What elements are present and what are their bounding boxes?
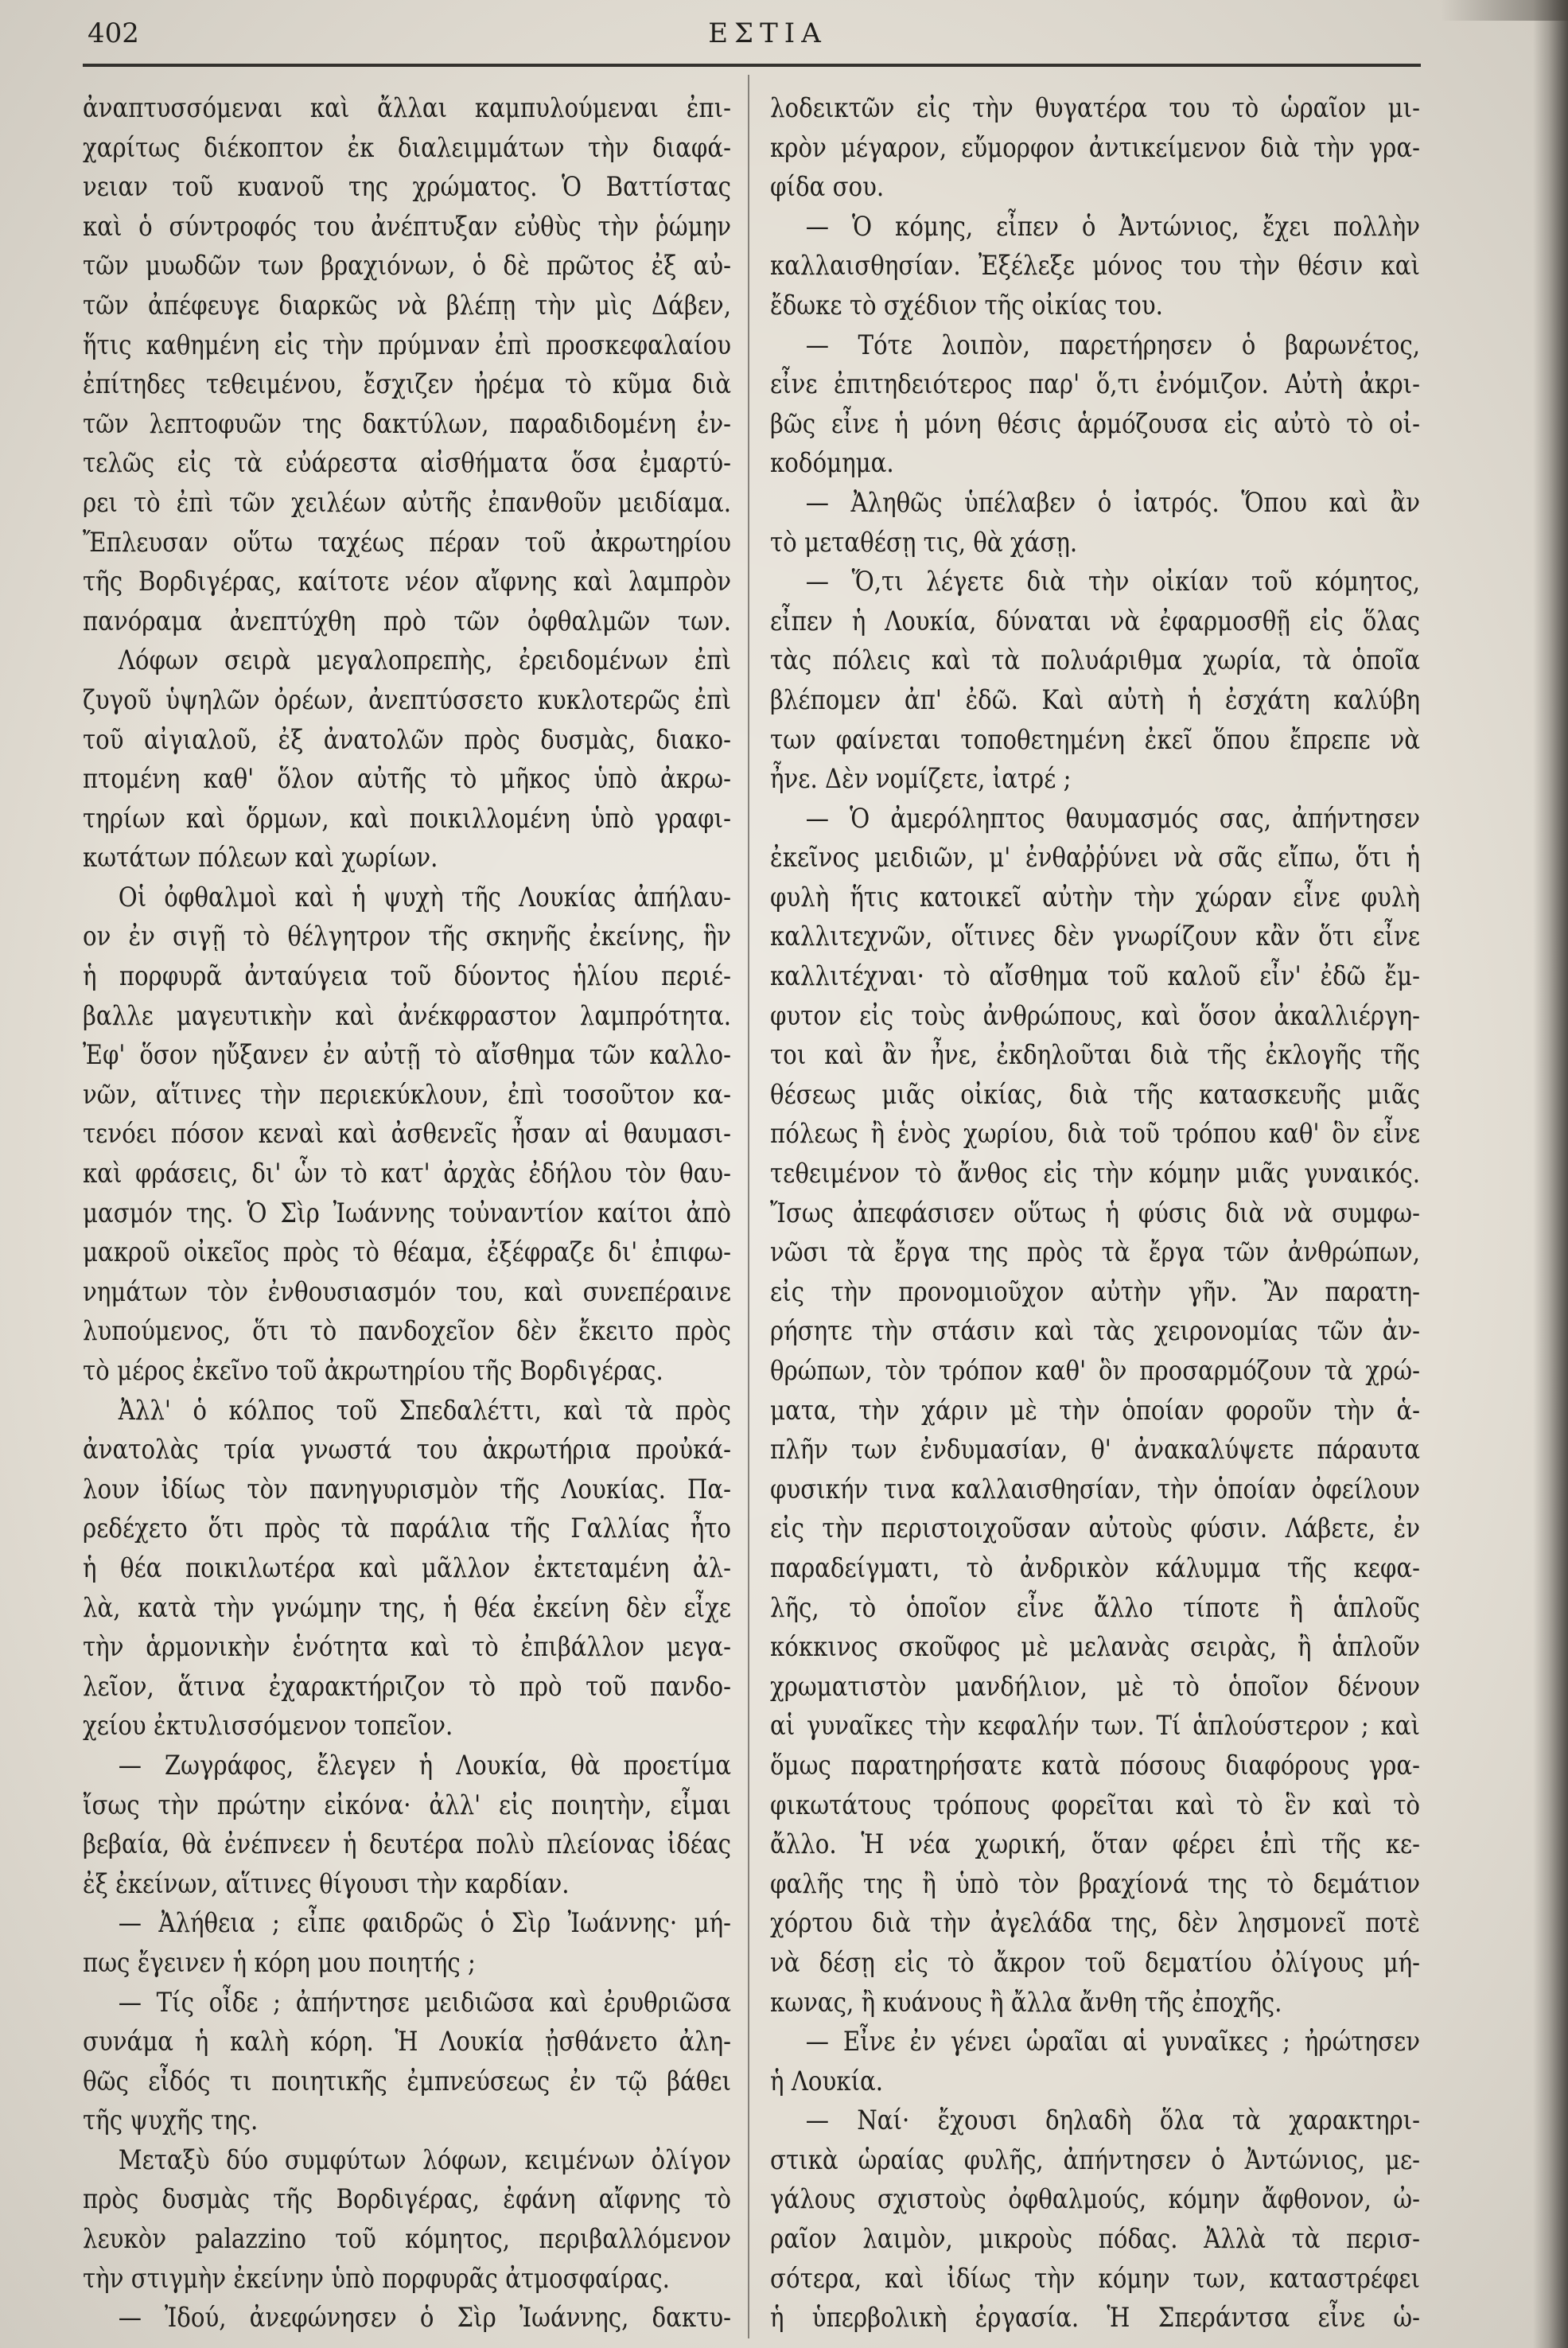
text-line: πως ἔγεινεν ἡ κόρη μου ποιητής ; [83,1946,476,1979]
text-line: πλῆν των ἐνδυμασίαν, θ' ἀνακαλύψετε πάραυτα [770,1434,1420,1466]
text-line: στικὰ ὡραίας φυλῆς, ἀπήντησεν ὁ Ἀντώνιος, με- [770,2144,1420,2176]
text-line: εἰς τὴν περιστοιχοῦσαν αὐτοὺς φύσιν. Λάβετε, ἐν [770,1513,1420,1545]
text-line: εἶπεν ἡ Λουκία, δύναται νὰ ἐφαρμοσθῇ εἰς ὅλας [770,605,1420,637]
text-line: τὰς πόλεις καὶ τὰ πολυάριθμα χωρία, τὰ ὁποῖα [770,644,1420,677]
text-line: κοδόμημα. [770,447,894,480]
text-line: — Ἰδού, ἀνεφώνησεν ὁ Σὶρ Ἰωάννης, δακτυ- [118,2302,731,2334]
text-line: ἔδωκε τὸ σχέδιον τῆς οἰκίας του. [770,289,1163,321]
text-line: ραῖον λαιμὸν, μικροὺς πόδας. Ἀλλὰ τὰ περισ- [770,2223,1420,2256]
text-line: ἴσως τὴν πρώτην εἰκόνα· ἀλλ' εἰς ποιητὴν, εἶμαι [83,1789,731,1821]
text-line: συνάμα ἡ καλὴ κόρη. Ἡ Λουκία ᾐσθάνετο ἀλη- [83,2026,731,2058]
text-line: — Ὁ κόμης, εἶπεν ὁ Ἀντώνιος, ἔχει πολλὴν [805,210,1420,243]
column-divider [748,75,749,2338]
text-line: ον ἐν σιγῇ τὸ θέλγητρον τῆς σκηνῆς ἐκείνης, ἣν [83,921,731,953]
text-line: ἐξ ἐκείνων, αἵτινες θίγουσι τὴν καρδίαν. [83,1867,570,1900]
text-line: ρει τὸ ἐπὶ τῶν χειλέων αὐτῆς ἐπανθοῦν μειδίαμα. [83,486,731,519]
text-line: τὸ μέρος ἐκεῖνο τοῦ ἀκρωτηρίου τῆς Βορδιγέρας. [83,1355,663,1387]
text-line: θῶς εἶδός τι ποιητικῆς ἐμπνεύσεως ἐν τῷ βάθει [83,2065,731,2097]
text-line: ἡ Λουκία. [770,2065,884,2097]
text-line: τοι καὶ ἂν ἦνε, ἐκδηλοῦται διὰ τῆς ἐκλογῆς τῆς [770,1039,1420,1072]
text-line: κωτάτων πόλεων καὶ χωρίων. [83,842,438,874]
text-line: καὶ φράσεις, δι' ὧν τὸ κατ' ἀρχὰς ἐδήλου τὸν θαυ- [83,1158,731,1190]
text-line: βῶς εἶνε ἡ μόνη θέσις ἁρμόζουσα εἰς αὐτὸ τὸ οἰ- [770,407,1420,440]
text-line: των φαίνεται τοποθετημένη ἐκεῖ ὅπου ἔπρεπε νὰ [770,723,1420,756]
text-line: κρὸν μέγαρον, εὔμορφον ἀντικείμενον διὰ τὴν γρα- [770,131,1420,164]
text-line: τῶν ἀπέφευγε διαρκῶς νὰ βλέπῃ τὴν μὶς Δάβεν, [83,289,731,321]
text-line: ματα, τὴν χάριν μὲ τὴν ὁποίαν φοροῦν τὴν ἁ- [770,1394,1420,1427]
text-line: βεβαία, θὰ ἐνέπνεεν ἡ δευτέρα πολὺ πλείονας ἰδέας [83,1828,731,1861]
text-line: ρεδέχετο ὅτι πρὸς τὰ παράλια τῆς Γαλλίας ἦτο [83,1513,731,1545]
text-line: ρήσητε τὴν στάσιν καὶ τὰς χειρονομίας τῶν ἀν- [770,1315,1420,1348]
text-line: ἦνε. Δὲν νομίζετε, ἰατρέ ; [770,763,1072,796]
text-line: χείου ἐκτυλισσόμενον τοπεῖον. [83,1710,453,1743]
text-line: εἶνε ἐπιτηδειότερος παρ' ὅ,τι ἐνόμιζον. Αὐτὴ ἀκρι- [770,368,1420,401]
text-line: νειαν τοῦ κυανοῦ της χρώματος. Ὁ Βαττίστας [83,171,731,204]
text-line: — Ὁ ἀμερόληπτος θαυμασμός σας, ἀπήντησεν [805,802,1420,835]
text-line: θέσεως μιᾶς οἰκίας, διὰ τῆς κατασκευῆς μιᾶς [770,1078,1420,1111]
text-line: τοῦ αἰγιαλοῦ, ἐξ ἀνατολῶν πρὸς δυσμὰς, διακο- [83,723,731,756]
left-column [83,89,731,2339]
text-line: ἡ πορφυρᾶ ἀνταύγεια τοῦ δύοντος ἡλίου περιέ- [83,960,731,993]
text-line: λὰ, κατὰ τὴν γνώμην της, ἡ θέα ἐκείνη δὲν εἶχε [83,1591,731,1624]
text-line: ἐκεῖνος μειδιῶν, μ' ἐνθαῤῥύνει νὰ σᾶς εἴπω, ὅτι ἡ [770,842,1420,874]
scan-corner-shadow [1441,0,1568,21]
text-line: πόλεως ἢ ἑνὸς χωρίου, διὰ τοῦ τρόπου καθ' ὃν εἶνε [770,1118,1420,1151]
text-line: κόκκινος σκοῦφος μὲ μελανὰς σειρὰς, ἢ ἁπλοῦν [770,1631,1420,1664]
text-line: νῶν, αἵτινες τὴν περιεκύκλουν, ἐπὶ τοσοῦτον κα- [83,1078,731,1111]
text-line: νημάτων τὸν ἐνθουσιασμόν του, καὶ συνεπέραινε [83,1275,731,1308]
text-line: πρὸς δυσμὰς τῆς Βορδιγέρας, ἐφάνη αἴφνης τὸ [83,2183,731,2216]
text-line: ἀναπτυσσόμεναι καὶ ἄλλαι καμπυλούμεναι ἐπι- [83,92,731,124]
text-line: ἐπίτηδες τεθειμένου, ἔσχιζεν ἠρέμα τὸ κῦμα διὰ [83,368,731,401]
text-line: ἡ θέα ποικιλωτέρα καὶ μᾶλλον ἐκτεταμένη ἀλ- [83,1552,731,1584]
text-line: — Εἶνε ἐν γένει ὡραῖαι αἱ γυναῖκες ; ἠρώτησεν [805,2026,1420,2058]
text-line: νὰ δέσῃ εἰς τὸ ἄκρον τοῦ δεματίου ὀλίγους μή- [770,1946,1420,1979]
text-line: βλέπομεν ἀπ' ἐδῶ. Καὶ αὐτὴ ἡ ἐσχάτη καλύβη [770,683,1420,716]
text-line: καὶ ὁ σύντροφός του ἀνέπτυξαν εὐθὺς τὴν ῥώμην [83,210,731,243]
page-number: 402 [88,18,139,49]
text-line: — Ἀλήθεια ; εἶπε φαιδρῶς ὁ Σὶρ Ἰωάννης· μή- [118,1907,731,1940]
header-rule [83,64,1421,67]
text-line: Ἴσως ἀπεφάσισεν οὕτως ἡ φύσις διὰ νὰ συμφω- [770,1197,1420,1229]
text-line: Λόφων σειρὰ μεγαλοπρεπὴς, ἐρειδομένων ἐπὶ [118,644,731,677]
text-line: τῶν λεπτοφυῶν της δακτύλων, παραδιδομένη ἐν- [83,407,731,440]
text-line: τηρίων καὶ ὅρμων, καὶ ποικιλλομένη ὑπὸ γραφι- [83,802,731,835]
text-line: τῆς ψυχῆς της. [83,2105,259,2137]
text-line: κωνας, ἢ κυάνους ἢ ἄλλα ἄνθη τῆς ἐποχῆς. [770,1986,1282,2019]
text-line: τὴν ἁρμονικὴν ἑνότητα καὶ τὸ ἐπιβάλλον μεγα- [83,1631,731,1664]
text-line: φίδα σου. [770,171,885,204]
text-line: θρώπων, τὸν τρόπον καθ' ὃν προσαρμόζουν τὰ χρώ- [770,1355,1420,1387]
text-line: λευκὸν palazzino τοῦ κόμητος, περιβαλλόμενον [83,2223,731,2256]
text-line: τὴν στιγμὴν ἐκείνην ὑπὸ πορφυρᾶς ἀτμοσφαίρας. [83,2262,670,2295]
text-line: πτομένη καθ' ὅλον αὐτῆς τὸ μῆκος ὑπὸ ἀκρω- [83,763,731,796]
right-column [770,89,1420,2339]
text-line: Ἀλλ' ὁ κόλπος τοῦ Σπεδαλέττι, καὶ τὰ πρὸς [118,1394,731,1427]
text-line: ἄλλο. Ἡ νέα χωρική, ὅταν φέρει ἐπὶ τῆς κε- [770,1828,1420,1861]
text-line: — Τίς οἶδε ; ἀπήντησε μειδιῶσα καὶ ἐρυθριῶσα [118,1986,731,2019]
text-line: φυτον εἰς τοὺς ἀνθρώπους, καὶ ὅσον ἀκαλλιέργη- [770,999,1420,1032]
text-line: — Ναί· ἔχουσι δηλαδὴ ὅλα τὰ χαρακτηρι- [805,2105,1420,2137]
text-line: φυλὴ ἥτις κατοικεῖ αὐτὴν τὴν χώραν εἶνε φυλὴ [770,881,1420,913]
text-line: — Ὅ,τι λέγετε διὰ τὴν οἰκίαν τοῦ κόμητος, [805,566,1420,598]
text-line: ἥτις καθημένη εἰς τὴν πρύμναν ἐπὶ προσκεφαλαίου [83,329,731,361]
text-line: λυπούμενος, ὅτι τὸ πανδοχεῖον δὲν ἔκειτο πρὸς [83,1315,731,1348]
text-line: φυσικήν τινα καλλαισθησίαν, τὴν ὁποίαν ὀφείλουν [770,1473,1420,1505]
text-line: Οἱ ὀφθαλμοὶ καὶ ἡ ψυχὴ τῆς Λουκίας ἀπήλαυ- [118,881,731,913]
text-line: Μεταξὺ δύο συμφύτων λόφων, κειμένων ὀλίγον [118,2144,731,2176]
text-line: τῶν μυωδῶν των βραχιόνων, ὁ δὲ πρῶτος ἐξ αὐ- [83,250,731,282]
text-line: τελῶς εἰς τὰ εὐάρεστα αἰσθήματα ὅσα ἐμαρτύ- [83,447,731,480]
text-line: αἱ γυναῖκες τὴν κεφαλήν των. Τί ἁπλούστερον ; καὶ [770,1710,1420,1743]
text-line: λεῖον, ἅτινα ἐχαρακτήριζον τὸ πρὸ τοῦ πανδο- [83,1670,731,1703]
text-line: λοδεικτῶν εἰς τὴν θυγατέρα του τὸ ὡραῖον μι- [770,92,1420,124]
text-line: ἡ ὑπερβολικὴ ἐργασία. Ἡ Σπεράντσα εἶνε ὡ- [770,2302,1420,2334]
text-line: χόρτου διὰ τὴν ἀγελάδα της, δὲν λησμονεῖ ποτὲ [770,1907,1420,1940]
scan-edge-shadow [1533,0,1568,2348]
text-line: τενόει πόσον κεναὶ καὶ ἀσθενεῖς ἦσαν αἱ θαυμασι- [83,1118,731,1151]
text-line: εἰς τὴν προνομιοῦχον αὐτὴν γῆν. Ἂν παρατη- [770,1275,1420,1308]
text-line: καλλαισθησίαν. Ἐξέλεξε μόνος του τὴν θέσιν καὶ [770,250,1420,282]
text-line: Ἔπλευσαν οὕτω ταχέως πέραν τοῦ ἀκρωτηρίου [83,526,731,559]
text-line: φικωτάτους τρόπους φορεῖται καὶ τὸ ἓν καὶ τὸ [770,1789,1420,1821]
text-line: ζυγοῦ ὑψηλῶν ὀρέων, ἀνεπτύσσετο κυκλοτερῶς ἐπὶ [83,683,731,716]
text-line: Ἐφ' ὅσον ηὔξανεν ἐν αὐτῇ τὸ αἴσθημα τῶν καλλο- [83,1039,731,1072]
text-line: καλλιτεχνῶν, οἵτινες δὲν γνωρίζουν κἂν ὅτι εἶνε [770,921,1420,953]
text-line: ἀνατολὰς τρία γνωστά του ἀκρωτήρια προὐκά- [83,1434,731,1466]
text-line: βαλλε μαγευτικὴν καὶ ἀνέκφραστον λαμπρότητα. [83,999,731,1032]
text-line: πανόραμα ἀνεπτύχθη πρὸ τῶν ὀφθαλμῶν των. [83,605,731,637]
text-line: καλλιτέχναι· τὸ αἴσθημα τοῦ καλοῦ εἶν' ἐδῶ ἔμ- [770,960,1420,993]
text-line: γάλους σχιστοὺς ὀφθαλμούς, κόμην ἄφθονον, ὠ- [770,2183,1420,2216]
text-line: τεθειμένον τὸ ἄνθος εἰς τὴν κόμην μιᾶς γυναικός. [770,1158,1420,1190]
text-line: παραδείγματι, τὸ ἀνδρικὸν κάλυμμα τῆς κεφα- [770,1552,1420,1584]
text-line: μακροῦ οἰκεῖος πρὸς τὸ θέαμα, ἐξέφραζε δι' ἐπιφω- [83,1236,731,1269]
text-line: χαρίτως διέκοπτον ἐκ διαλειμμάτων τὴν διαφά- [83,131,731,164]
text-line: — Ἀληθῶς ὑπέλαβεν ὁ ἰατρός. Ὅπου καὶ ἂν [805,486,1420,519]
text-line: σότερα, καὶ ἰδίως τὴν κόμην των, καταστρέφει [770,2262,1420,2295]
text-line: ὅμως παρατηρήσατε κατὰ πόσους διαφόρους γρα- [770,1749,1420,1781]
text-line: μασμόν της. Ὁ Σὶρ Ἰωάννης τοὐναντίον καίτοι ἀπὸ [83,1197,731,1229]
text-line: νῶσι τὰ ἔργα της πρὸς τὰ ἔργα τῶν ἀνθρώπων, [770,1236,1420,1269]
text-line: λουν ἰδίως τὸν πανηγυρισμὸν τῆς Λουκίας. Πα- [83,1473,731,1505]
text-line: φαλῆς της ἢ ὑπὸ τὸν βραχίονά της τὸ δεμάτιον [770,1867,1420,1900]
text-line: — Ζωγράφος, ἔλεγεν ἡ Λουκία, θὰ προετίμα [118,1749,731,1781]
text-line: — Τότε λοιπὸν, παρετήρησεν ὁ βαρωνέτος, [805,329,1420,361]
journal-title: ΕΣΤΙΑ [708,18,827,49]
text-line: τῆς Βορδιγέρας, καίτοτε νέον αἴφνης καὶ λαμπρὸν [83,566,731,598]
text-line: λῆς, τὸ ὁποῖον εἶνε ἄλλο τίποτε ἢ ἁπλοῦς [770,1591,1420,1624]
text-line: τὸ μεταθέσῃ τις, θὰ χάσῃ. [770,526,1078,559]
text-line: χρωματιστὸν μανδήλιον, μὲ τὸ ὁποῖον δένουν [770,1670,1420,1703]
